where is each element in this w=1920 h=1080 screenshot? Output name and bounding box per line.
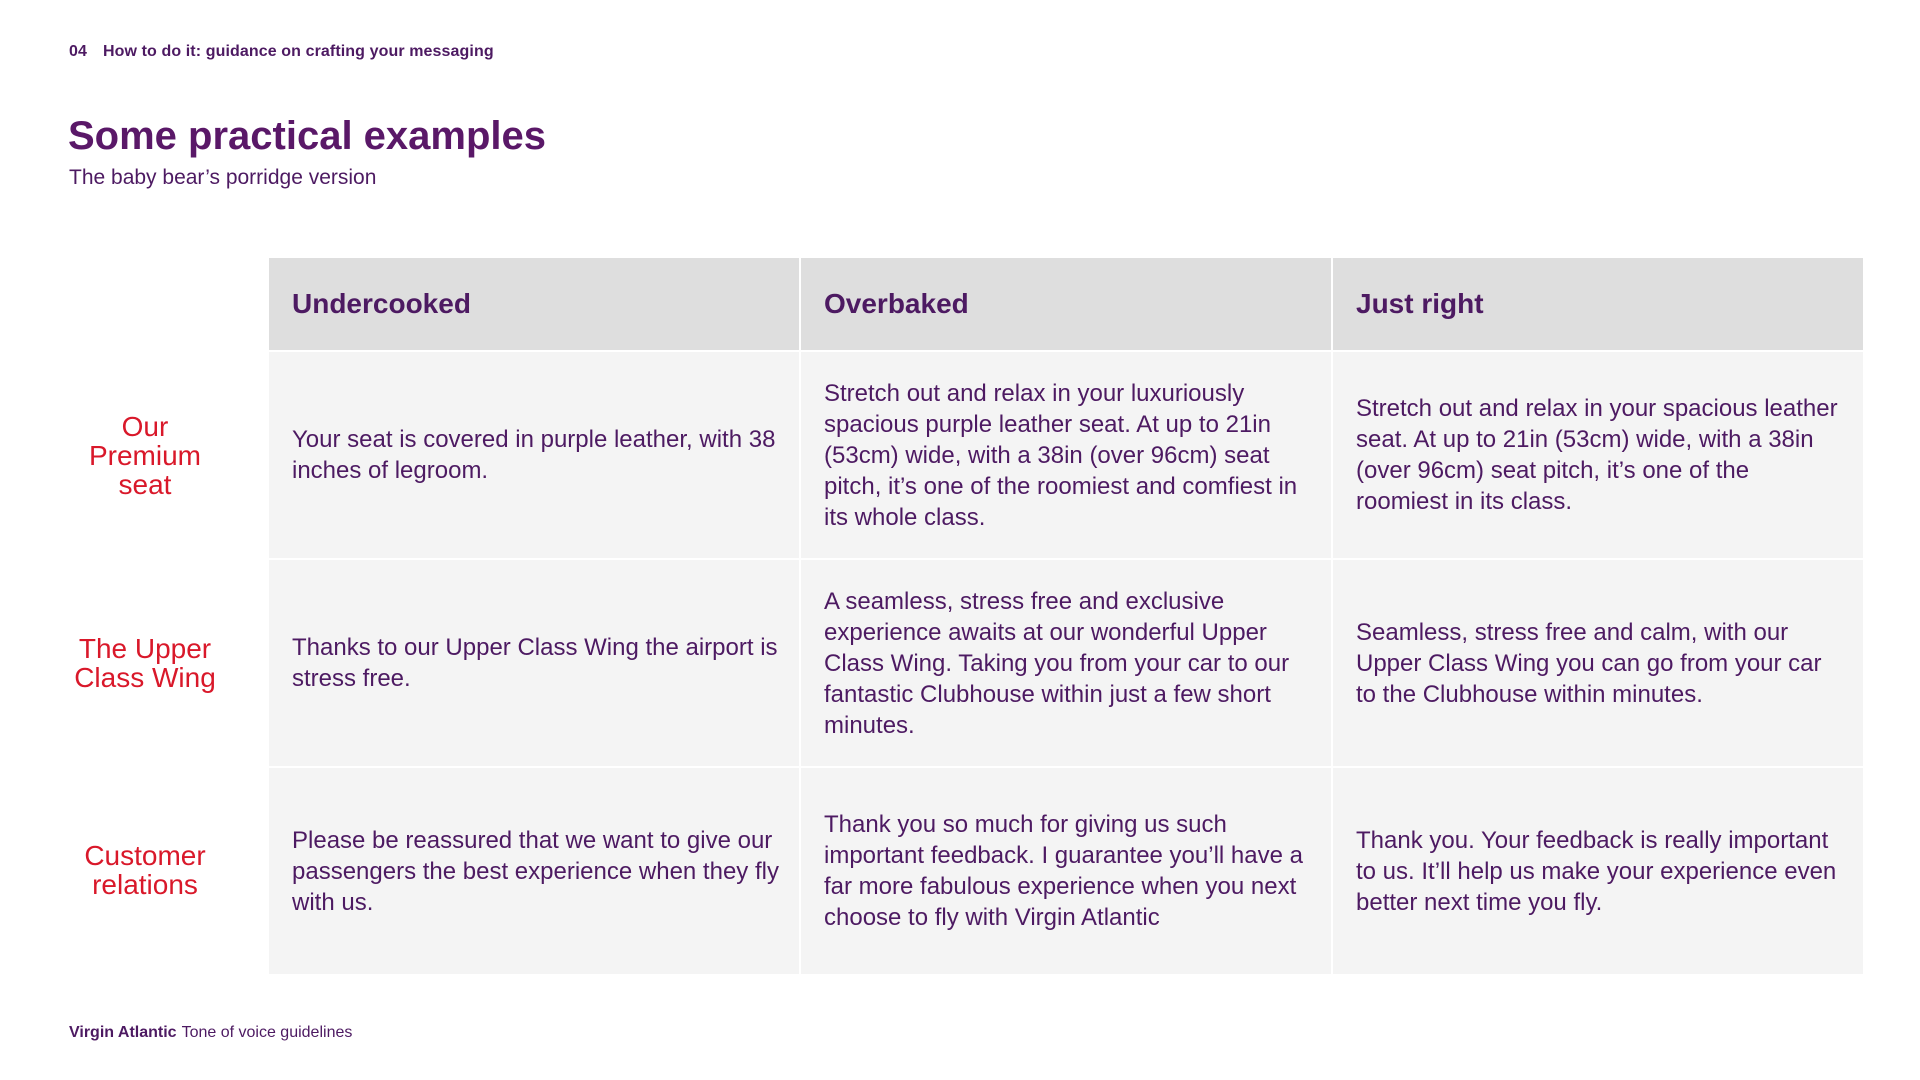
row-label-line: Customer xyxy=(84,840,206,871)
page-title: Some practical examples xyxy=(68,114,547,158)
row-label-upper-class-wing xyxy=(60,634,230,692)
page-number: 04 xyxy=(69,43,87,60)
cell-premium-seat-overbaked: Stretch out and relax in your luxuriously spacious purple leather seat. At up to 21in (53cm) wide, with a 38in (over 96cm) seat pitch, it’s one of the roomiest and comfiest in its whole class. xyxy=(801,352,1331,558)
footer-doc-title: Tone of voice guidelines xyxy=(181,1024,353,1041)
row-label-line: relations xyxy=(92,869,198,900)
cell-customer-relations-just-right: Thank you. Your feedback is really important to us. It’ll help us make your experience even better next time you fly. xyxy=(1333,768,1863,974)
page-subtitle: The baby bear’s porridge version xyxy=(69,166,377,189)
cell-upper-class-wing-overbaked: A seamless, stress free and exclusive experience awaits at our wonderful Upper Class Wing. Taking you from your car to our fantastic Clubhouse within just a few short minutes. xyxy=(801,560,1331,766)
row-label-line: The Upper xyxy=(78,633,212,664)
footer-brand: Virgin Atlantic xyxy=(69,1024,177,1041)
column-header-overbaked: Overbaked xyxy=(801,258,1331,350)
column-header-undercooked: Undercooked xyxy=(269,258,799,350)
row-label-line: seat xyxy=(118,469,172,500)
cell-premium-seat-undercooked: Your seat is covered in purple leather, with 38 inches of legroom. xyxy=(269,352,799,558)
cell-premium-seat-just-right: Stretch out and relax in your spacious leather seat. At up to 21in (53cm) wide, with a 38in (over 96cm) seat pitch, it’s one of the roomiest in its class. xyxy=(1333,352,1863,558)
page-header xyxy=(69,43,494,61)
cell-upper-class-wing-undercooked: Thanks to our Upper Class Wing the airport is stress free. xyxy=(269,560,799,766)
row-label-line: Premium xyxy=(88,440,201,471)
cell-customer-relations-undercooked: Please be reassured that we want to give our passengers the best experience when they fly with us. xyxy=(269,768,799,974)
cell-customer-relations-overbaked: Thank you so much for giving us such important feedback. I guarantee you’ll have a far more fabulous experience when you next choose to fly with Virgin Atlantic xyxy=(801,768,1331,974)
section-title: How to do it: guidance on crafting your messaging xyxy=(103,43,494,60)
row-label-premium-seat xyxy=(60,412,230,499)
row-label-line: Class Wing xyxy=(74,662,216,693)
examples-table xyxy=(269,258,1861,974)
cell-upper-class-wing-just-right: Seamless, stress free and calm, with our Upper Class Wing you can go from your car to the Clubhouse within minutes. xyxy=(1333,560,1863,766)
page-footer xyxy=(69,1024,352,1042)
column-header-just-right: Just right xyxy=(1333,258,1863,350)
row-label-customer-relations xyxy=(60,841,230,899)
row-label-line: Our xyxy=(121,411,169,442)
